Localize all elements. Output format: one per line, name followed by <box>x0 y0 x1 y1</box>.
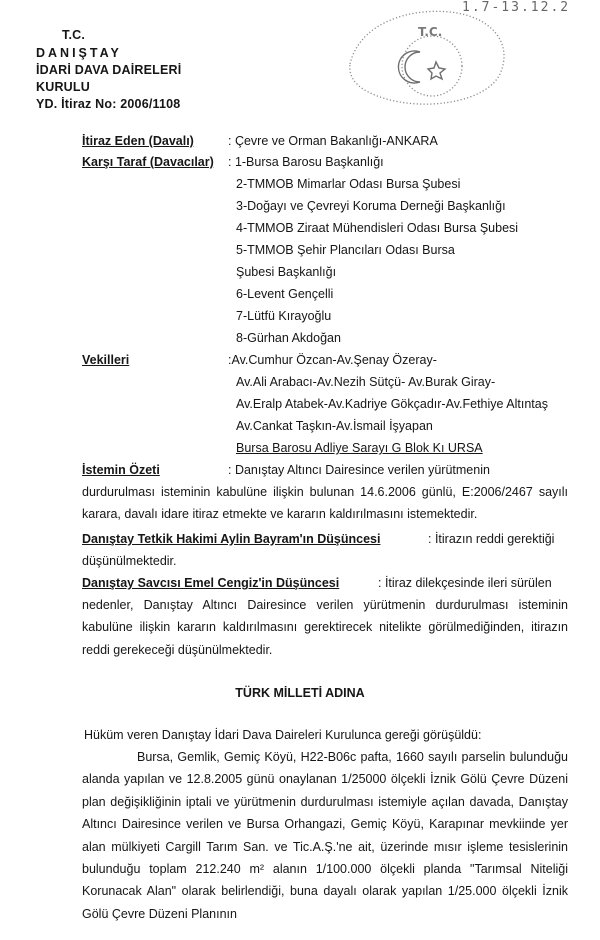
karsi-taraf-item: 5-TMMOB Şehir Plancıları Odası Bursa <box>236 243 455 257</box>
header-itiraz-no: YD. İtiraz No: 2006/1108 <box>36 97 181 111</box>
tetkik-hakimi-label: Danıştay Tetkik Hakimi Aylin Bayram'ın Düşüncesi <box>82 532 381 546</box>
header-tc: T.C. <box>62 28 86 42</box>
karsi-taraf-item: 8-Gürhan Akdoğan <box>236 331 341 345</box>
karsi-taraf-item: 7-Lütfü Kırayoğlu <box>236 309 332 323</box>
header-kurulu: KURULU <box>36 80 90 94</box>
vekilleri-item: Av.Cankat Taşkın-Av.İsmail İşyapan <box>236 419 433 433</box>
savci-first-line: : İtiraz dilekçesinde ileri sürülen <box>378 576 552 590</box>
body-paragraph: Bursa, Gemlik, Gemiç Köyü, H22-B06c pafta, 1660 sayılı parselin bulunduğu alanda yapılan ve 12.8.2005 günü onaylanan 1/25000 ölçekli İznik Gölü Çevre Düzeni plan değişikliğinin iptali ve yürütmenin durdurulması istemiyle açılan davada, Danıştay Altıncı Dairesince verilen ve Bursa Orhangazi, Gemiç Köyü, Karapınar mevkiinde yer alan mülkiyeti Cargill Tarım San. ve Tic.A.Ş.'ne ait, üzerinde mısır işleme tesislerinin bulunduğu toplam 212.240 m² alanın 1/100.000 ölçekli planda "Tarımsal Niteliği Korunacak Alan" olarak belirlendiği, buna dayalı olarak yapılan 1/25.000 ölçekli İznik Gölü Çevre Düzeni Planının <box>82 750 568 921</box>
vekilleri-item: Av.Ali Arabacı-Av.Nezih Sütçü- Av.Burak Giray- <box>236 375 496 389</box>
itiraz-eden-label: İtiraz Eden (Davalı) <box>82 134 194 148</box>
vekilleri-item: Av.Eralp Atabek-Av.Kadriye Gökçadır-Av.Fethiye Altıntaş <box>236 397 548 411</box>
karsi-taraf-item: 6-Levent Gençelli <box>236 287 334 301</box>
section-title: TÜRK MİLLETİ ADINA <box>235 686 365 700</box>
karsi-taraf-item: : 1-Bursa Barosu Başkanlığı <box>228 155 384 169</box>
karsi-taraf-item: Şubesi Başkanlığı <box>236 265 337 279</box>
corner-reference: 1.7-13.12.2 <box>462 0 571 15</box>
karsi-taraf-label: Karşı Taraf (Davacılar) <box>82 155 214 169</box>
official-stamp <box>340 2 518 110</box>
savci-label: Danıştay Savcısı Emel Cengiz'in Düşüncesi <box>82 576 340 590</box>
karsi-taraf-item: 2-TMMOB Mimarlar Odası Bursa Şubesi <box>236 177 461 191</box>
body-paragraph: Hüküm veren Danıştay İdari Dava Daireleri Kurulunca gereği görüşüldü: <box>84 728 482 742</box>
tetkik-hakimi-body: düşünülmektedir. <box>82 554 177 568</box>
header-idari-dava: İDARİ DAVA DAİRELERİ <box>36 63 182 77</box>
karsi-taraf-item: 3-Doğayı ve Çevreyi Koruma Derneği Başkanlığı <box>236 199 506 213</box>
istemin-ozeti-first-line: : Danıştay Altıncı Dairesince verilen yürütmenin <box>228 463 490 477</box>
vekilleri-item: Bursa Barosu Adliye Sarayı G Blok Kı URSA <box>236 441 483 455</box>
vekilleri-item: :Av.Cumhur Özcan-Av.Şenay Özeray- <box>228 353 437 367</box>
itiraz-eden-value: : Çevre ve Orman Bakanlığı-ANKARA <box>228 134 438 148</box>
stamp-text: T.C. <box>418 25 443 39</box>
savci-body: nedenler, Danıştay Altıncı Dairesince verilen yürütmenin durdurulması isteminin kabulüne ilişkin kararın kaldırılmasını gerektirecek nitelikte görülmediğinden, itirazın reddi gerekeceği düşünülmektedir. <box>82 598 568 657</box>
vekilleri-label: Vekilleri <box>82 353 130 367</box>
tetkik-hakimi-first-line: : İtirazın reddi gerektiği <box>428 532 555 546</box>
istemin-ozeti-body: durdurulması isteminin kabulüne ilişkin bulunan 14.6.2006 günlü, E:2006/2467 sayılı karara, davalı idare itiraz etmekte ve kararın kaldırılmasını istemektedir. <box>82 485 568 522</box>
header-danistay: DANIŞTAY <box>36 46 122 60</box>
karsi-taraf-item: 4-TMMOB Ziraat Mühendisleri Odası Bursa Şubesi <box>236 221 519 235</box>
istemin-ozeti-label: İstemin Özeti <box>82 463 160 477</box>
